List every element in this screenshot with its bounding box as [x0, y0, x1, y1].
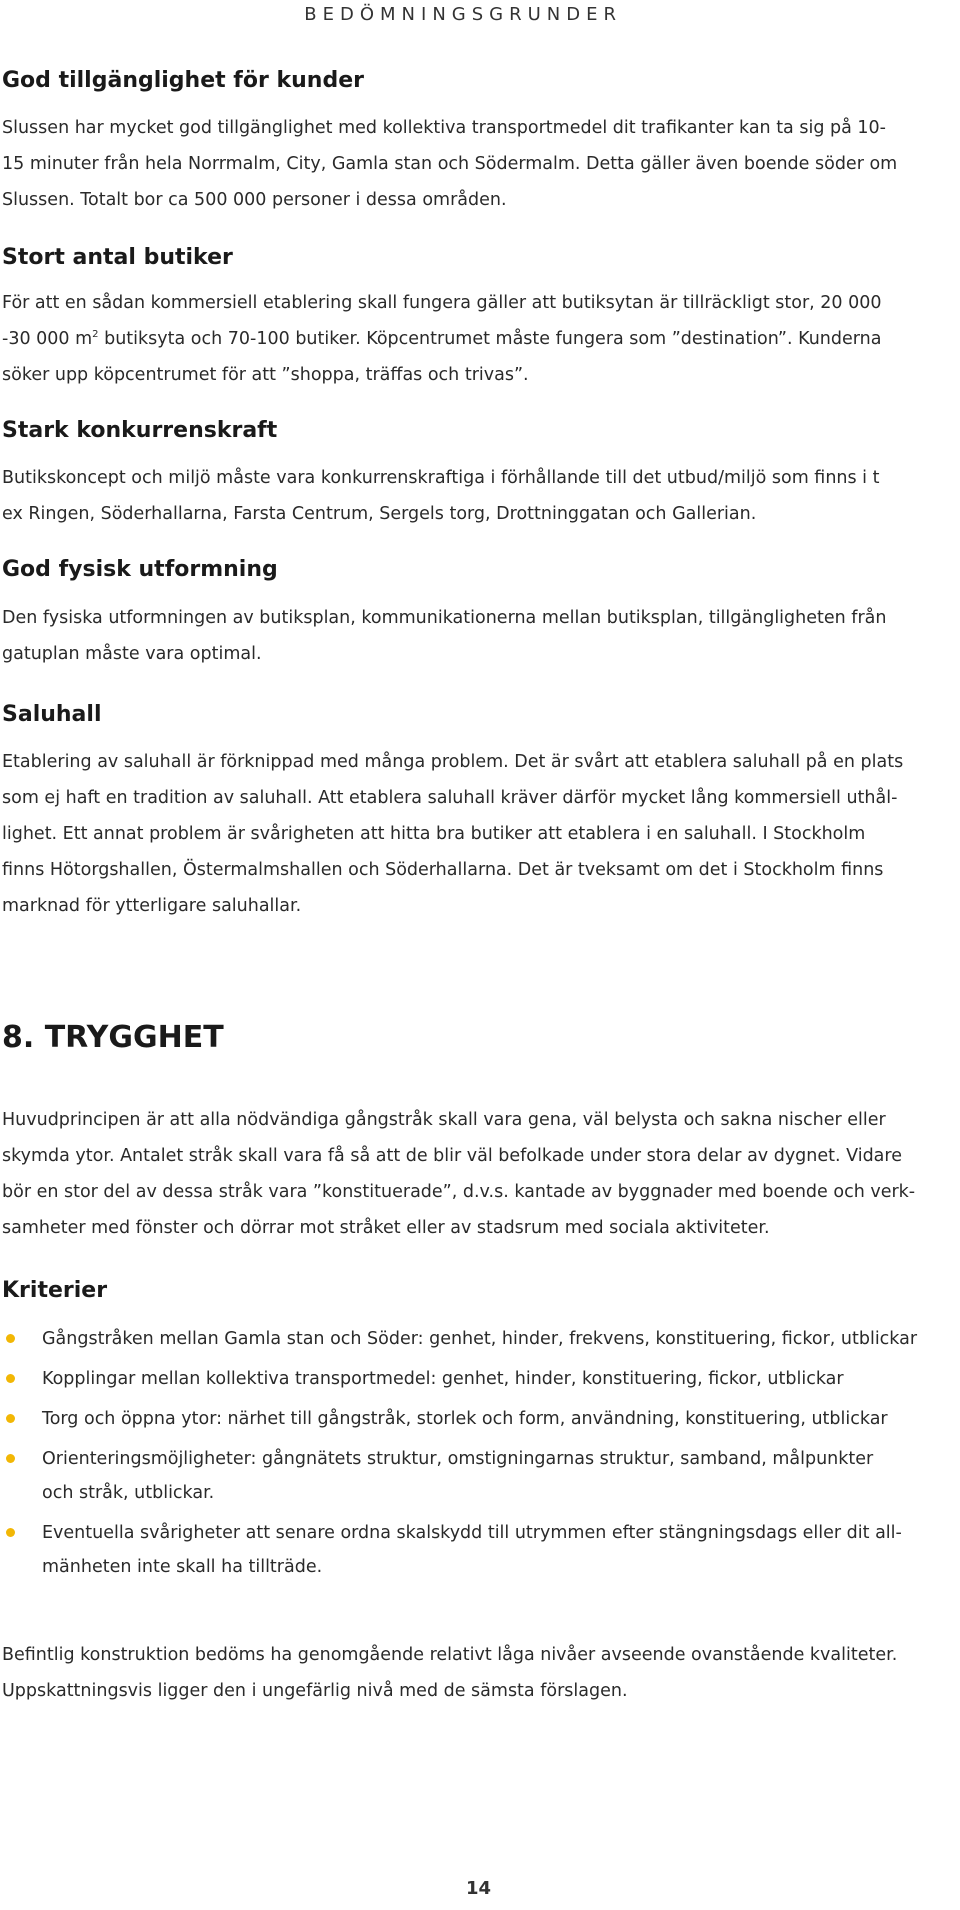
text-line: Butikskoncept och miljö måste vara konkurrenskraftiga i förhållande till det utbud/miljö som finns i t	[2, 468, 880, 488]
running-header: BEDÖMNINGSGRUNDER	[304, 4, 622, 25]
list-item	[2, 1362, 952, 1396]
text-fragment: -30 000 m	[2, 329, 93, 349]
list-item	[2, 1516, 952, 1584]
heading-saluhall: Saluhall	[2, 702, 102, 727]
text-line: För att en sådan kommersiell etablering skall fungera gäller att butiksytan är tillräckligt stor, 20 000	[2, 293, 882, 313]
bullet-icon	[6, 1528, 15, 1537]
superscript: 2	[92, 329, 99, 341]
text-line: marknad för ytterligare saluhallar.	[2, 896, 302, 916]
paragraph-trygghet	[2, 1102, 952, 1246]
text-line: bör en stor del av dessa stråk vara ”konstituerade”, d.v.s. kantade av byggnader med boende och verk-	[2, 1182, 916, 1202]
heading-god-tillganglighet: God tillgänglighet för kunder	[2, 68, 364, 93]
text-line: Torg och öppna ytor: närhet till gångstråk, storlek och form, användning, konstituering, utblickar	[42, 1409, 888, 1429]
text-line: Den fysiska utformningen av butiksplan, kommunikationerna mellan butiksplan, tillgängligheten från	[2, 608, 887, 628]
text-line: som ej haft en tradition av saluhall. Att etablera saluhall kräver därför mycket lång kommersiell uthål-	[2, 788, 898, 808]
list-item	[2, 1442, 952, 1510]
bullet-icon	[6, 1374, 15, 1383]
text-line: 15 minuter från hela Norrmalm, City, Gamla stan och Södermalm. Detta gäller även boende söder om	[2, 154, 898, 174]
bullet-icon	[6, 1454, 15, 1463]
text-line: Gångstråken mellan Gamla stan och Söder: genhet, hinder, frekvens, konstituering, fickor, utblickar	[42, 1329, 918, 1349]
text-line	[2, 321, 952, 357]
text-line: lighet. Ett annat problem är svårigheten att hitta bra butiker att etablera i en saluhall. I Stockholm	[2, 824, 866, 844]
paragraph-saluhall	[2, 744, 952, 924]
paragraph-stark-konkurrenskraft	[2, 460, 952, 532]
text-line: Slussen har mycket god tillgänglighet med kollektiva transportmedel dit trafikanter kan ta sig på 10-	[2, 118, 886, 138]
text-fragment: butiksyta och 70-100 butiker. Köpcentrumet måste fungera som ”destination”. Kunderna	[98, 329, 882, 349]
list-item	[2, 1322, 952, 1356]
text-line: Etablering av saluhall är förknippad med många problem. Det är svårt att etablera saluhall på en plats	[2, 752, 904, 772]
heading-stark-konkurrenskraft: Stark konkurrenskraft	[2, 418, 278, 443]
bullet-icon	[6, 1334, 15, 1343]
text-line: Uppskattningsvis ligger den i ungefärlig nivå med de sämsta förslagen.	[2, 1681, 628, 1701]
page-number: 14	[466, 1878, 492, 1899]
text-line: Befintlig konstruktion bedöms ha genomgående relativt låga nivåer avseende ovanstående kvaliteter.	[2, 1645, 898, 1665]
list-item	[2, 1402, 952, 1436]
paragraph-stort-antal-butiker	[2, 285, 952, 393]
text-line: Kopplingar mellan kollektiva transportmedel: genhet, hinder, konstituering, fickor, utblickar	[42, 1369, 844, 1389]
criteria-list	[2, 1322, 952, 1584]
text-line: Eventuella svårigheter att senare ordna skalskydd till utrymmen efter stängningsdags eller dit all-	[42, 1523, 902, 1543]
text-line: Huvudprincipen är att alla nödvändiga gångstråk skall vara gena, väl belysta och sakna nischer eller	[2, 1110, 886, 1130]
text-line: gatuplan måste vara optimal.	[2, 644, 262, 664]
text-line: skymda ytor. Antalet stråk skall vara få så att de blir väl befolkade under stora delar av dygnet. Vidare	[2, 1146, 902, 1166]
paragraph-closing	[2, 1637, 952, 1709]
text-line: samheter med fönster och dörrar mot stråket eller av stadsrum med sociala aktiviteter.	[2, 1218, 770, 1238]
paragraph-god-tillganglighet	[2, 110, 952, 218]
chapter-title: 8. TRYGGHET	[2, 1020, 224, 1055]
heading-stort-antal-butiker: Stort antal butiker	[2, 245, 233, 270]
heading-god-fysisk-utformning: God fysisk utformning	[2, 557, 278, 582]
text-line: mänheten inte skall ha tillträde.	[42, 1557, 323, 1577]
text-line: ex Ringen, Söderhallarna, Farsta Centrum, Sergels torg, Drottninggatan och Gallerian.	[2, 504, 757, 524]
text-line: söker upp köpcentrumet för att ”shoppa, träffas och trivas”.	[2, 365, 529, 385]
bullet-icon	[6, 1414, 15, 1423]
text-line: finns Hötorgshallen, Östermalmshallen och Söderhallarna. Det är tveksamt om det i Stockholm finns	[2, 860, 884, 880]
paragraph-god-fysisk-utformning	[2, 600, 952, 672]
text-line: Slussen. Totalt bor ca 500 000 personer i dessa områden.	[2, 190, 507, 210]
text-line: och stråk, utblickar.	[42, 1483, 215, 1503]
text-line: Orienteringsmöjligheter: gångnätets struktur, omstigningarnas struktur, samband, målpunkter	[42, 1449, 874, 1469]
heading-kriterier: Kriterier	[2, 1278, 108, 1303]
